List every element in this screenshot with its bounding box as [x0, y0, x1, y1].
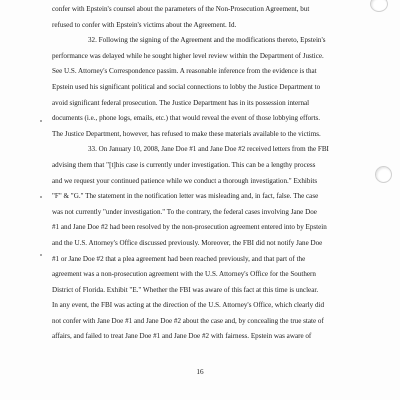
text-line: #1 or Jane Doe #2 that a plea agreement had been reached previously, and that part of the	[52, 254, 306, 263]
text-line: "F" & "G." The statement in the notification letter was misleading and, in fact, false. The case	[52, 192, 319, 201]
text-line: Epstein used his significant political and social connections to lobby the Justice Department to	[52, 82, 321, 91]
text-line: not confer with Jane Doe #1 and Jane Doe #2 about the case and, by concealing the true state of	[52, 316, 324, 325]
text-line: #1 and Jane Doe #2 had been resolved by the non-prosecution agreement entered into by Epstein	[52, 223, 327, 232]
paragraph-32-first-line: 32. Following the signing of the Agreement and the modifications thereto, Epstein's	[88, 36, 326, 45]
text-line: See U.S. Attorney's Correspondence passim. A reasonable inference from the evidence is that	[52, 67, 317, 76]
text-line: refused to confer with Epstein's victims about the Agreement. Id.	[52, 20, 237, 29]
text-line: affairs, and failed to treat Jane Doe #1 and Jane Doe #2 with fairness. Epstein was aware of	[52, 332, 312, 341]
text-line: advising them that "[t]his case is currently under investigation. This can be a lengthy process	[52, 160, 316, 169]
text-line: performance was delayed while he sought higher level review within the Department of Justice.	[52, 51, 324, 60]
page-number: 16	[196, 368, 204, 376]
body-text	[52, 2, 382, 345]
margin-mark	[40, 196, 42, 198]
text-line: and the U.S. Attorney's Office discussed previously. Moreover, the FBI did not notify Jane Doe	[52, 238, 323, 247]
text-line: The Justice Department, however, has refused to make these materials available to the victims.	[52, 129, 321, 138]
text-line: District of Florida. Exhibit "E." Whether the FBI was aware of this fact at this time is unclear.	[52, 285, 319, 294]
text-line: agreement was a non-prosecution agreement with the U.S. Attorney's Office for the Southern	[52, 270, 316, 279]
text-line: avoid significant federal prosecution. The Justice Department has in its possession internal	[52, 98, 310, 107]
paragraph-33-first-line: 33. On January 10, 2008, Jane Doe #1 and Jane Doe #2 received letters from the FBI	[88, 145, 329, 154]
text-line: documents (i.e., phone logs, emails, etc.) that would reveal the event of those lobbying efforts.	[52, 114, 320, 123]
margin-mark	[40, 254, 42, 256]
text-line: and we request your continued patience while we conduct a thorough investigation." Exhibits	[52, 176, 318, 185]
margin-mark	[40, 120, 42, 122]
text-line: In any event, the FBI was acting at the direction of the U.S. Attorney's Office, which clearly did	[52, 301, 325, 310]
text-line: was not currently "under investigation." To the contrary, the federal cases involving Jane Doe	[52, 207, 317, 216]
text-line: confer with Epstein's counsel about the parameters of the Non-Prosecution Agreement, but	[52, 5, 310, 13]
